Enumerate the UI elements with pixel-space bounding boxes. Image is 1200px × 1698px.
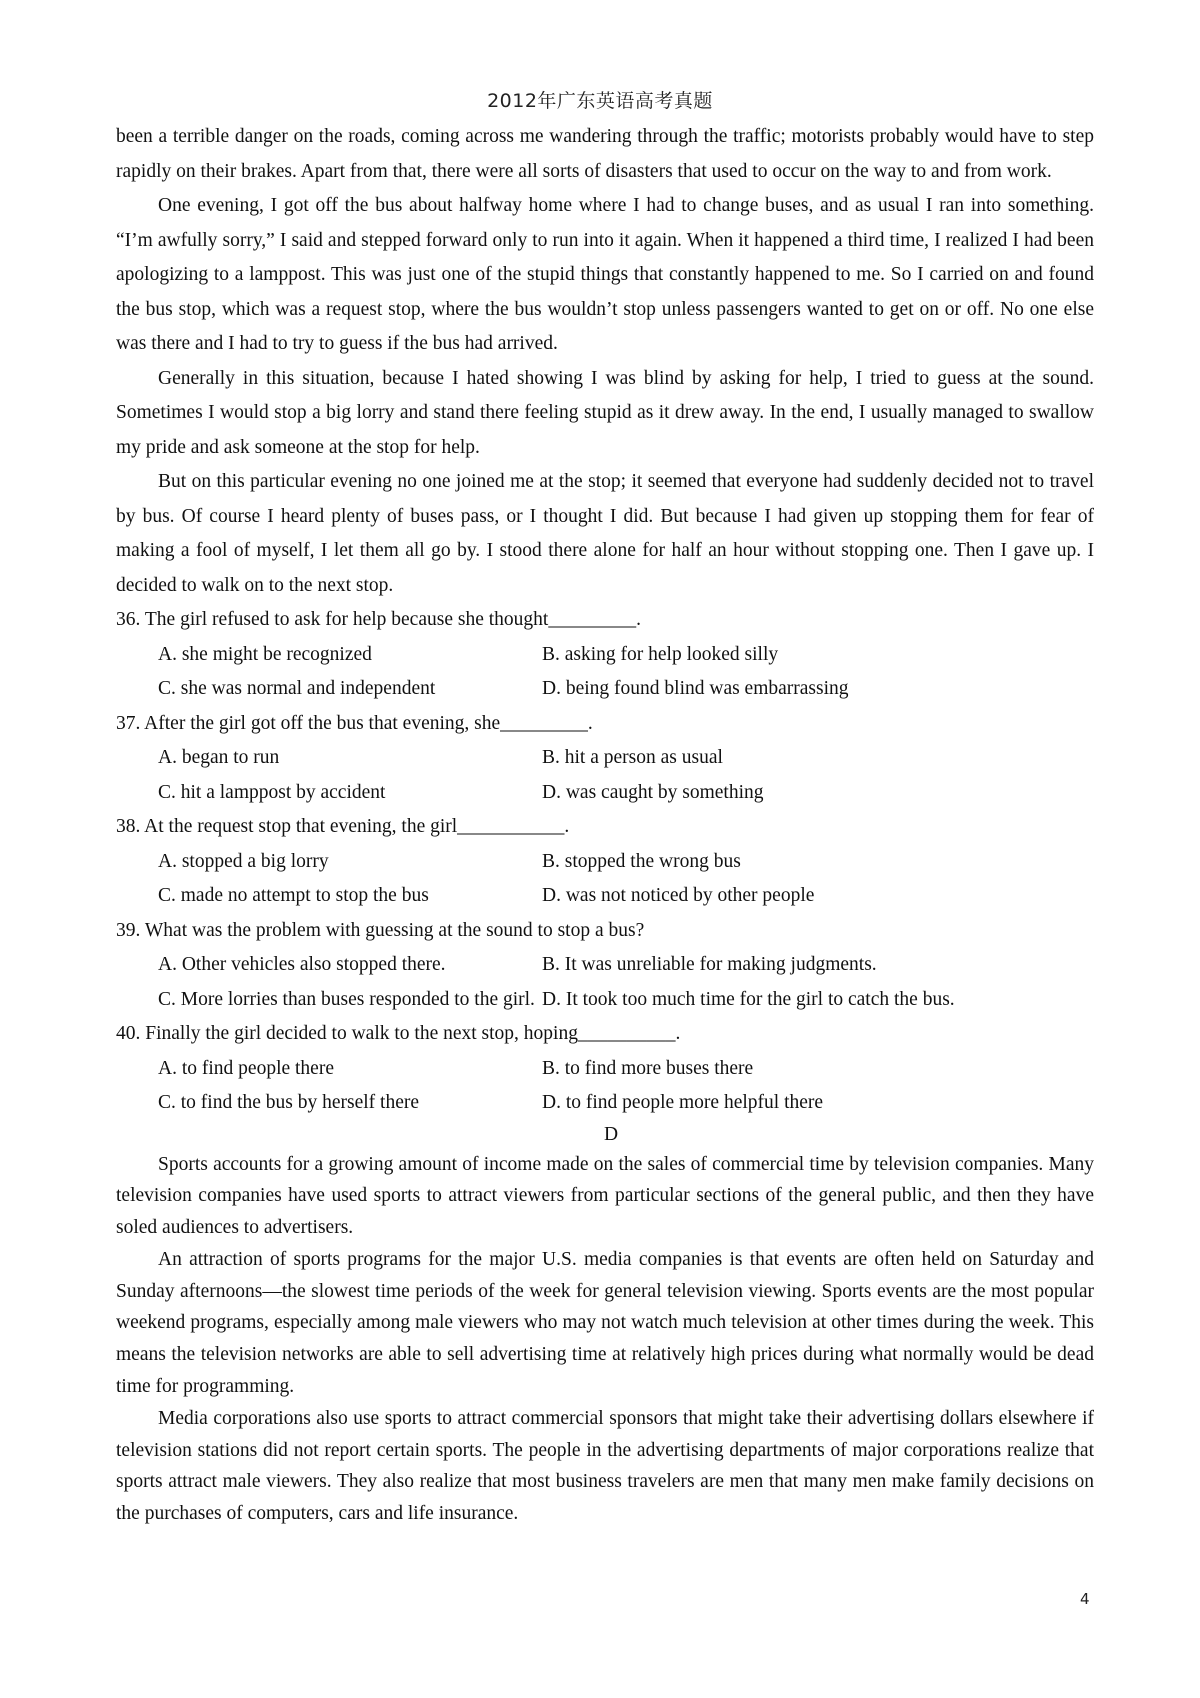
question-stem: 40. Finally the girl decided to walk to the next stop, hoping__________.	[116, 1023, 681, 1044]
question-block	[116, 707, 1094, 811]
question-stem: 37. After the girl got off the bus that evening, she_________.	[116, 712, 593, 734]
question-block	[116, 914, 1094, 1018]
passage-d-paragraph: An attraction of sports programs for the major U.S. media companies is that events are often held on Saturday and Sunday afternoons—the slowest time periods of the week for general television viewing. Sports events are the most popular weekend programs, especially among male viewers who may not watch much television at other times during the week. This means the television networks are able to sell advertising time at relatively high prices during what normally would be dead time for programming.	[116, 1248, 1094, 1398]
passage-c-paragraph: But on this particular evening no one joined me at the stop; it seemed that everyone had suddenly decided not to travel by bus. Of course I heard plenty of buses pass, or I thought I did. But because I had given up stopping them for fear of making a fool of myself, I let them all go by. I stood there alone for half an hour without stopping one. Then I gave up. I decided to walk on to the next stop.	[116, 471, 1094, 596]
question-stem: 38. At the request stop that evening, the girl___________.	[116, 816, 570, 837]
question-stem: 36. The girl refused to ask for help because she thought_________.	[116, 609, 641, 630]
option-d: D. to find people more helpful there	[542, 1092, 824, 1113]
option-c: C. More lorries than buses responded to the girl.	[158, 988, 535, 1010]
page-number: 4	[1080, 1590, 1090, 1608]
option-a: A. began to run	[158, 747, 280, 768]
passage-c-paragraph: One evening, I got off the bus about halfway home where I had to change buses, and as usual I ran into something. “I’m awfully sorry,” I said and stepped forward only to run into it again. When it happened a third time, I realized I had been apologizing to a lamppost. This was just one of the stupid things that constantly happened to me. So I carried on and found the bus stop, which was a request stop, where the bus wouldn’t stop unless passengers wanted to get on or off. No one else was there and I had to try to guess if the bus had arrived.	[116, 195, 1094, 354]
options-row	[116, 672, 1094, 707]
option-c: C. to find the bus by herself there	[158, 1092, 420, 1113]
question-stem: 39. What was the problem with guessing at the sound to stop a bus?	[116, 919, 645, 941]
option-b: B. asking for help looked silly	[542, 643, 779, 665]
option-c: C. made no attempt to stop the bus	[158, 885, 429, 906]
page-header-title: 2012年广东英语高考真题	[487, 90, 713, 112]
options-row	[116, 776, 1094, 811]
option-a: A. to find people there	[158, 1057, 334, 1079]
options-row	[116, 638, 1094, 673]
options-row	[116, 948, 1094, 983]
options-row	[116, 845, 1094, 880]
option-a: A. stopped a big lorry	[158, 850, 329, 872]
option-d: D. was caught by something	[542, 781, 764, 803]
passage-d-paragraph: Sports accounts for a growing amount of income made on the sales of commercial time by television companies. Many television companies have used sports to attract viewers from particular sections of the general public, and then they have soled audiences to advertisers.	[116, 1153, 1094, 1239]
passage-d-paragraph: Media corporations also use sports to attract commercial sponsors that might take their advertising dollars elsewhere if television stations did not report certain sports. The people in the advertising departments of major corporations realize that sports attract male viewers. They also realize that most business travelers are men that many men make family decisions on the purchases of computers, cars and life insurance.	[116, 1407, 1094, 1525]
question-block	[116, 603, 1094, 707]
document-body	[116, 120, 1094, 1530]
options-row	[116, 1052, 1094, 1087]
question-block	[116, 810, 1094, 914]
option-d: D. being found blind was embarrassing	[542, 678, 849, 699]
passage-c-paragraph: Generally in this situation, because I hated showing I was blind by asking for help, I tried to guess at the sound. Sometimes I would stop a big lorry and stand there feeling stupid as it drew away. In the end, I usually managed to swallow my pride and ask someone at the stop for help.	[116, 367, 1094, 458]
passage-c-paragraph: been a terrible danger on the roads, coming across me wandering through the traffic; motorists probably would have to step rapidly on their brakes. Apart from that, there were all sorts of disasters that used to occur on the way to and from work.	[116, 126, 1094, 182]
question-block	[116, 1017, 1094, 1121]
option-a: A. she might be recognized	[158, 643, 372, 665]
section-label: D	[604, 1123, 619, 1145]
option-b: B. It was unreliable for making judgments.	[542, 954, 877, 975]
option-c: C. she was normal and independent	[158, 678, 436, 699]
options-row	[116, 1086, 1094, 1121]
options-row	[116, 983, 1094, 1018]
option-d: D. was not noticed by other people	[542, 885, 815, 906]
option-a: A. Other vehicles also stopped there.	[158, 954, 446, 975]
options-row	[116, 741, 1094, 776]
option-d: D. It took too much time for the girl to catch the bus.	[542, 988, 955, 1010]
option-b: B. to find more buses there	[542, 1057, 754, 1079]
option-b: B. hit a person as usual	[542, 747, 723, 768]
option-b: B. stopped the wrong bus	[542, 850, 741, 872]
options-row	[116, 879, 1094, 914]
option-c: C. hit a lamppost by accident	[158, 781, 386, 803]
